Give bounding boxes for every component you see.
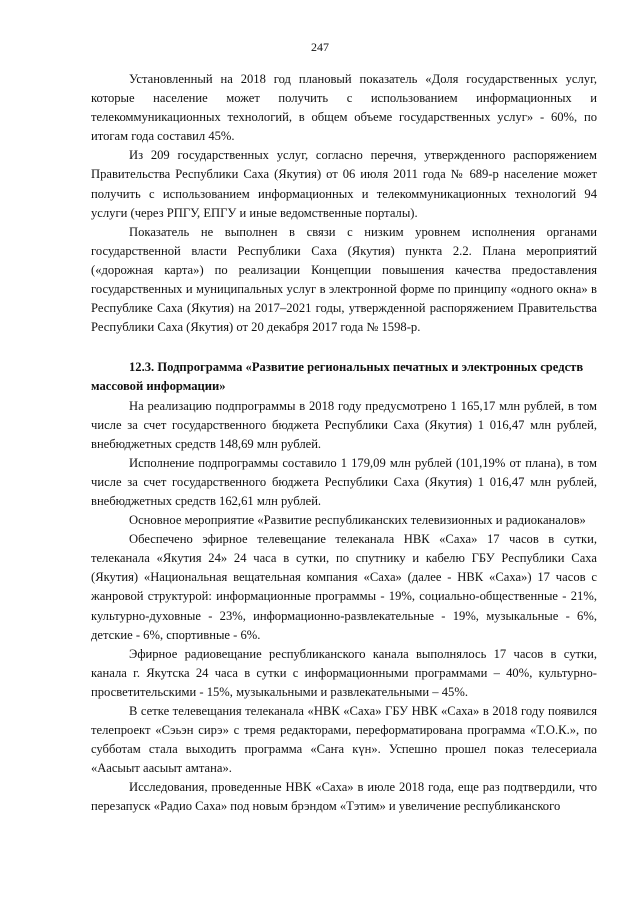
paragraph: Установленный на 2018 год плановый показатель «Доля государственных услуг, которые население может получить с использованием информационных и телекоммуникационных технологий, в общем объеме государственных услуг» - 60%, по итогам года составил 45%. (91, 72, 597, 144)
paragraph: Исследования, проведенные НВК «Саха» в июле 2018 года, еще раз подтвердили, что перезапуск «Радио Саха» под новым брэндом «Тэтим» и увеличение республиканского (91, 780, 597, 814)
paragraph: Исполнение подпрограммы составило 1 179,09 млн рублей (101,19% от плана), в том числе за счет государственного бюджета Республики Саха (Якутия) 1 016,47 млн рублей, внебюджетных средств 162,61 млн рублей. (91, 455, 597, 508)
section-heading: 12.3. Подпрограмма «Развитие региональных печатных и электронных средств массовой информации» (91, 360, 584, 394)
paragraph: Обеспечено эфирное телевещание телеканала НВК «Саха» 17 часов в сутки, телеканала «Якутия 24» 24 часа в сутки, по спутнику и кабелю ГБУ Республики Саха (Якутия) «Национальная вещательная компания «Саха» (далее - НВК «Саха») 17 часов с жанровой структурой: информационные программы - 19%, социально-общественные - 21%, культурно-духовные - 23%, информационно-развлекательные - 19%, музыкальные - 6%, детские - 6%, спортивные - 6%. (91, 532, 597, 642)
paragraph: В сетке телевещания телеканала «НВК «Саха» ГБУ НВК «Саха» в 2018 году появился телепроект «Сэьэн сирэ» с тремя редакторами, переформатирована программа «Т.О.К.», по субботам стала выходить программа «Саҥа күн». Успешно прошел показ телесериала «Аасыыт аасыыт амтана». (91, 704, 597, 776)
page-number: 247 (311, 40, 329, 54)
paragraph: На реализацию подпрограммы в 2018 году предусмотрено 1 165,17 млн рублей, в том числе за счет государственного бюджета Республики Саха (Якутия) 1 016,47 млн рублей, внебюджетных средств 148,69 млн рублей. (91, 398, 597, 451)
paragraph: Эфирное радиовещание республиканского канала выполнялось 17 часов в сутки, канала г. Якутска 24 часа в сутки с информационными программами – 40%, культурно-просветительскими - 15%, музыкальными и развлекательными – 45%. (91, 646, 597, 699)
paragraph: Основное мероприятие «Развитие республиканских телевизионных и радиоканалов» (129, 513, 586, 528)
document-body (91, 70, 597, 817)
paragraph: Из 209 государственных услуг, согласно перечня, утвержденного распоряжением Правительства Республики Саха (Якутия) от 06 июля 2011 года № 689-р население может получить с использованием информационных и телекоммуникационных технологий 94 услуги (через РПГУ, ЕПГУ и иные ведомственные порталы). (91, 148, 597, 220)
paragraph: Показатель не выполнен в связи с низким уровнем исполнения органами государственной власти Республики Саха (Якутия) пункта 2.2. Плана мероприятий («дорожная карта») по реализации Концепции повышения качества предоставления государственных и муниципальных услуг в электронной форме по принципу «одного окна» в Республике Саха (Якутия) на 2017–2021 годы, утвержденной распоряжением Правительства Республики Саха (Якутия) от 20 декабря 2017 года № 1598-р. (91, 224, 597, 335)
